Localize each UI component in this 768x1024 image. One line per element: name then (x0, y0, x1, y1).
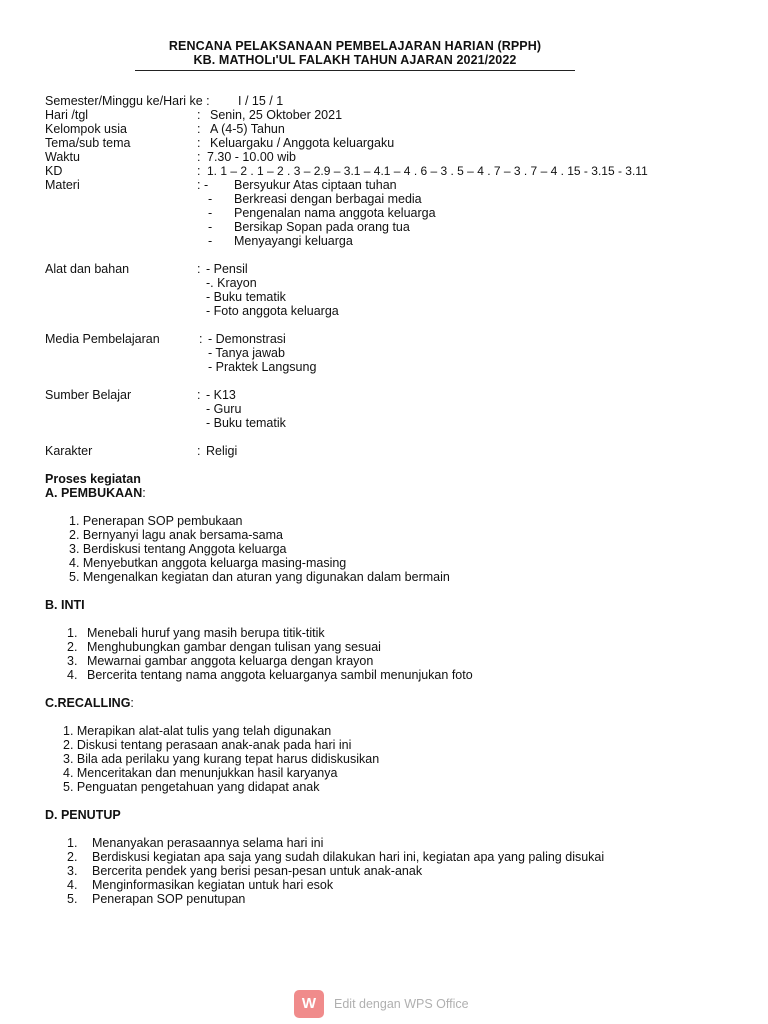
semester-value: I / 15 / 1 (238, 94, 284, 108)
tema-value: Keluargaku / Anggota keluargaku (210, 136, 395, 150)
wps-edit-link[interactable]: Edit dengan WPS Office (334, 997, 469, 1011)
list-item: Menebali huruf yang masih berupa titik-titik (87, 626, 325, 640)
sumber-item: - Buku tematik (206, 416, 286, 430)
wps-edit-watermark[interactable] (294, 990, 469, 1018)
info-section: Semester/Minggu ke/Hari ke : I / 15 / 1 Hari /tgl : Senin, 25 Oktober 2021 Kelompok usia : A (4-5) Tahun Tema/sub tema : Keluargaku / Anggota keluargaku Waktu : 7.30 - 10.00 wib KD : 1. 1 – 2 . 1 – 2 . 3 – 2.9 – 3.1 – 4.1 – 4 . 6 – 3 . 5 – 4 . 7 – 3 . 7 – 4 . 15 - 3.15 - 3.11 Materi : - Bersyukur Atas ciptaan tuhan - Berkreasi dengan berbagai media - Pengenalan nama anggota keluarga - Bersikap Sopan pada orang tua - Menyayangi keluarga Alat dan bahan : - Pensil -. Krayon - Buku tematik - Foto anggota keluarga Media Pembelajaran : - Demonstrasi - Tanya jawab - Praktek Langsung Sumber Belajar : - K13 - Guru - Buku tematik Karakter : Religi (45, 94, 745, 458)
section-b-heading: B. INTI (45, 598, 85, 612)
list-item: 4. Menceritakan dan menunjukkan hasil karyanya (63, 766, 338, 780)
list-number: 1. (67, 836, 78, 850)
document-title (135, 39, 575, 67)
list-item: 5. Mengenalkan kegiatan dan aturan yang digunakan dalam bermain (69, 570, 450, 584)
alat-item: - Pensil (206, 262, 248, 276)
section-c-heading: C.RECALLING (45, 696, 131, 710)
list-item: Berdiskusi kegiatan apa saja yang sudah dilakukan hari ini, kegiatan apa yang paling disukai (92, 850, 605, 864)
tema-label: Tema/sub tema (45, 136, 131, 150)
list-item: Menanyakan perasaannya selama hari ini (92, 836, 324, 850)
list-number: 2. (67, 850, 78, 864)
proses-heading: Proses kegiatan (45, 472, 141, 486)
materi-item: Berkreasi dengan berbagai media (234, 192, 422, 206)
list-item: 4. Menyebutkan anggota keluarga masing-masing (69, 556, 347, 570)
kelompok-label: Kelompok usia (45, 122, 127, 136)
media-item: - Praktek Langsung (208, 360, 317, 374)
title-underline (135, 70, 575, 71)
sumber-label: Sumber Belajar (45, 388, 132, 402)
media-item: - Tanya jawab (208, 346, 285, 360)
list-number: 3. (67, 864, 78, 878)
alat-label: Alat dan bahan (45, 262, 130, 276)
kd-label: KD (45, 164, 63, 178)
list-number: 3. (67, 654, 78, 668)
list-number: 4. (67, 668, 78, 682)
materi-row: Materi : - Bersyukur Atas ciptaan tuhan (45, 178, 397, 192)
waktu-row: Waktu : 7.30 - 10.00 wib (45, 150, 296, 164)
tema-row: Tema/sub tema : Keluargaku / Anggota keluargaku (45, 136, 395, 150)
list-item: Penerapan SOP penutupan (92, 892, 246, 906)
proses-section (45, 472, 745, 906)
materi-label: Materi (45, 178, 80, 192)
karakter-label: Karakter (45, 444, 93, 458)
alat-item: - Buku tematik (206, 290, 286, 304)
sumber-item: - K13 (206, 388, 236, 402)
list-item: 3. Berdiskusi tentang Anggota keluarga (69, 542, 287, 556)
title-line-1: RENCANA PELAKSANAAN PEMBELAJARAN HARIAN (RPPH) (168, 39, 542, 53)
kelompok-value: A (4-5) Tahun (210, 122, 285, 136)
karakter-value: Religi (206, 444, 238, 458)
list-item: 5. Penguatan pengetahuan yang didapat anak (63, 780, 320, 794)
hari-label: Hari /tgl (45, 108, 89, 122)
semester-row (45, 94, 745, 108)
section-a-heading-row: A. PEMBUKAAN: (45, 486, 146, 500)
hari-row: Hari /tgl : Senin, 25 Oktober 2021 (45, 108, 343, 122)
title-line-2: KB. MATHOLı'UL FALAKH TAHUN AJARAN 2021/2022 (193, 53, 517, 67)
list-number: 1. (67, 626, 78, 640)
kelompok-row: Kelompok usia : A (4-5) Tahun (45, 122, 285, 136)
wps-logo-icon[interactable]: W (294, 990, 324, 1018)
list-item: 2. Diskusi tentang perasaan anak-anak pada hari ini (63, 738, 352, 752)
waktu-value: 7.30 - 10.00 wib (207, 150, 296, 164)
hari-value: Senin, 25 Oktober 2021 (210, 108, 343, 122)
list-item: 1. Merapikan alat-alat tulis yang telah digunakan (63, 724, 332, 738)
materi-item: Bersikap Sopan pada orang tua (234, 220, 410, 234)
materi-item: Bersyukur Atas ciptaan tuhan (234, 178, 397, 192)
list-number: 2. (67, 640, 78, 654)
materi-item: Pengenalan nama anggota keluarga (234, 206, 436, 220)
semester-label: Semester/Minggu ke/Hari ke : (45, 94, 210, 108)
list-item: Bercerita tentang nama anggota keluarganya sambil menunjukan foto (87, 668, 473, 682)
media-row: Media Pembelajaran : - Demonstrasi (45, 332, 286, 346)
media-item: - Demonstrasi (208, 332, 286, 346)
section-c-heading-row: C.RECALLING: (45, 696, 134, 710)
list-item: 2. Bernyanyi lagu anak bersama-sama (69, 528, 284, 542)
waktu-label: Waktu (45, 150, 80, 164)
materi-item: Menyayangi keluarga (234, 234, 353, 248)
list-number: 4. (67, 878, 78, 892)
section-d-heading: D. PENUTUP (45, 808, 121, 822)
kd-value: 1. 1 – 2 . 1 – 2 . 3 – 2.9 – 3.1 – 4.1 – 4 . 6 – 3 . 5 – 4 . 7 – 3 . 7 – 4 . 15 - 3.15 - 3.11 (207, 164, 648, 178)
list-item: Mewarnai gambar anggota keluarga dengan krayon (87, 654, 374, 668)
section-a-heading: A. PEMBUKAAN (45, 486, 143, 500)
karakter-row: Karakter : Religi (45, 444, 238, 458)
kd-row: KD : 1. 1 – 2 . 1 – 2 . 3 – 2.9 – 3.1 – 4.1 – 4 . 6 – 3 . 5 – 4 . 7 – 3 . 7 – 4 . 15 - 3.15 - 3.11 (45, 164, 648, 178)
list-item: Menginformasikan kegiatan untuk hari esok (92, 878, 334, 892)
sumber-item: - Guru (206, 402, 242, 416)
list-item: 3. Bila ada perilaku yang kurang tepat harus didiskusikan (63, 752, 380, 766)
list-item: 1. Penerapan SOP pembukaan (69, 514, 243, 528)
alat-row: Alat dan bahan : - Pensil (45, 262, 248, 276)
list-item: Menghubungkan gambar dengan tulisan yang sesuai (87, 640, 381, 654)
media-label: Media Pembelajaran (45, 332, 160, 346)
list-item: Bercerita pendek yang berisi pesan-pesan untuk anak-anak (92, 864, 423, 878)
sumber-row: Sumber Belajar : - K13 (45, 388, 236, 402)
alat-item: - Foto anggota keluarga (206, 304, 339, 318)
alat-item: -. Krayon (206, 276, 257, 290)
list-number: 5. (67, 892, 78, 906)
